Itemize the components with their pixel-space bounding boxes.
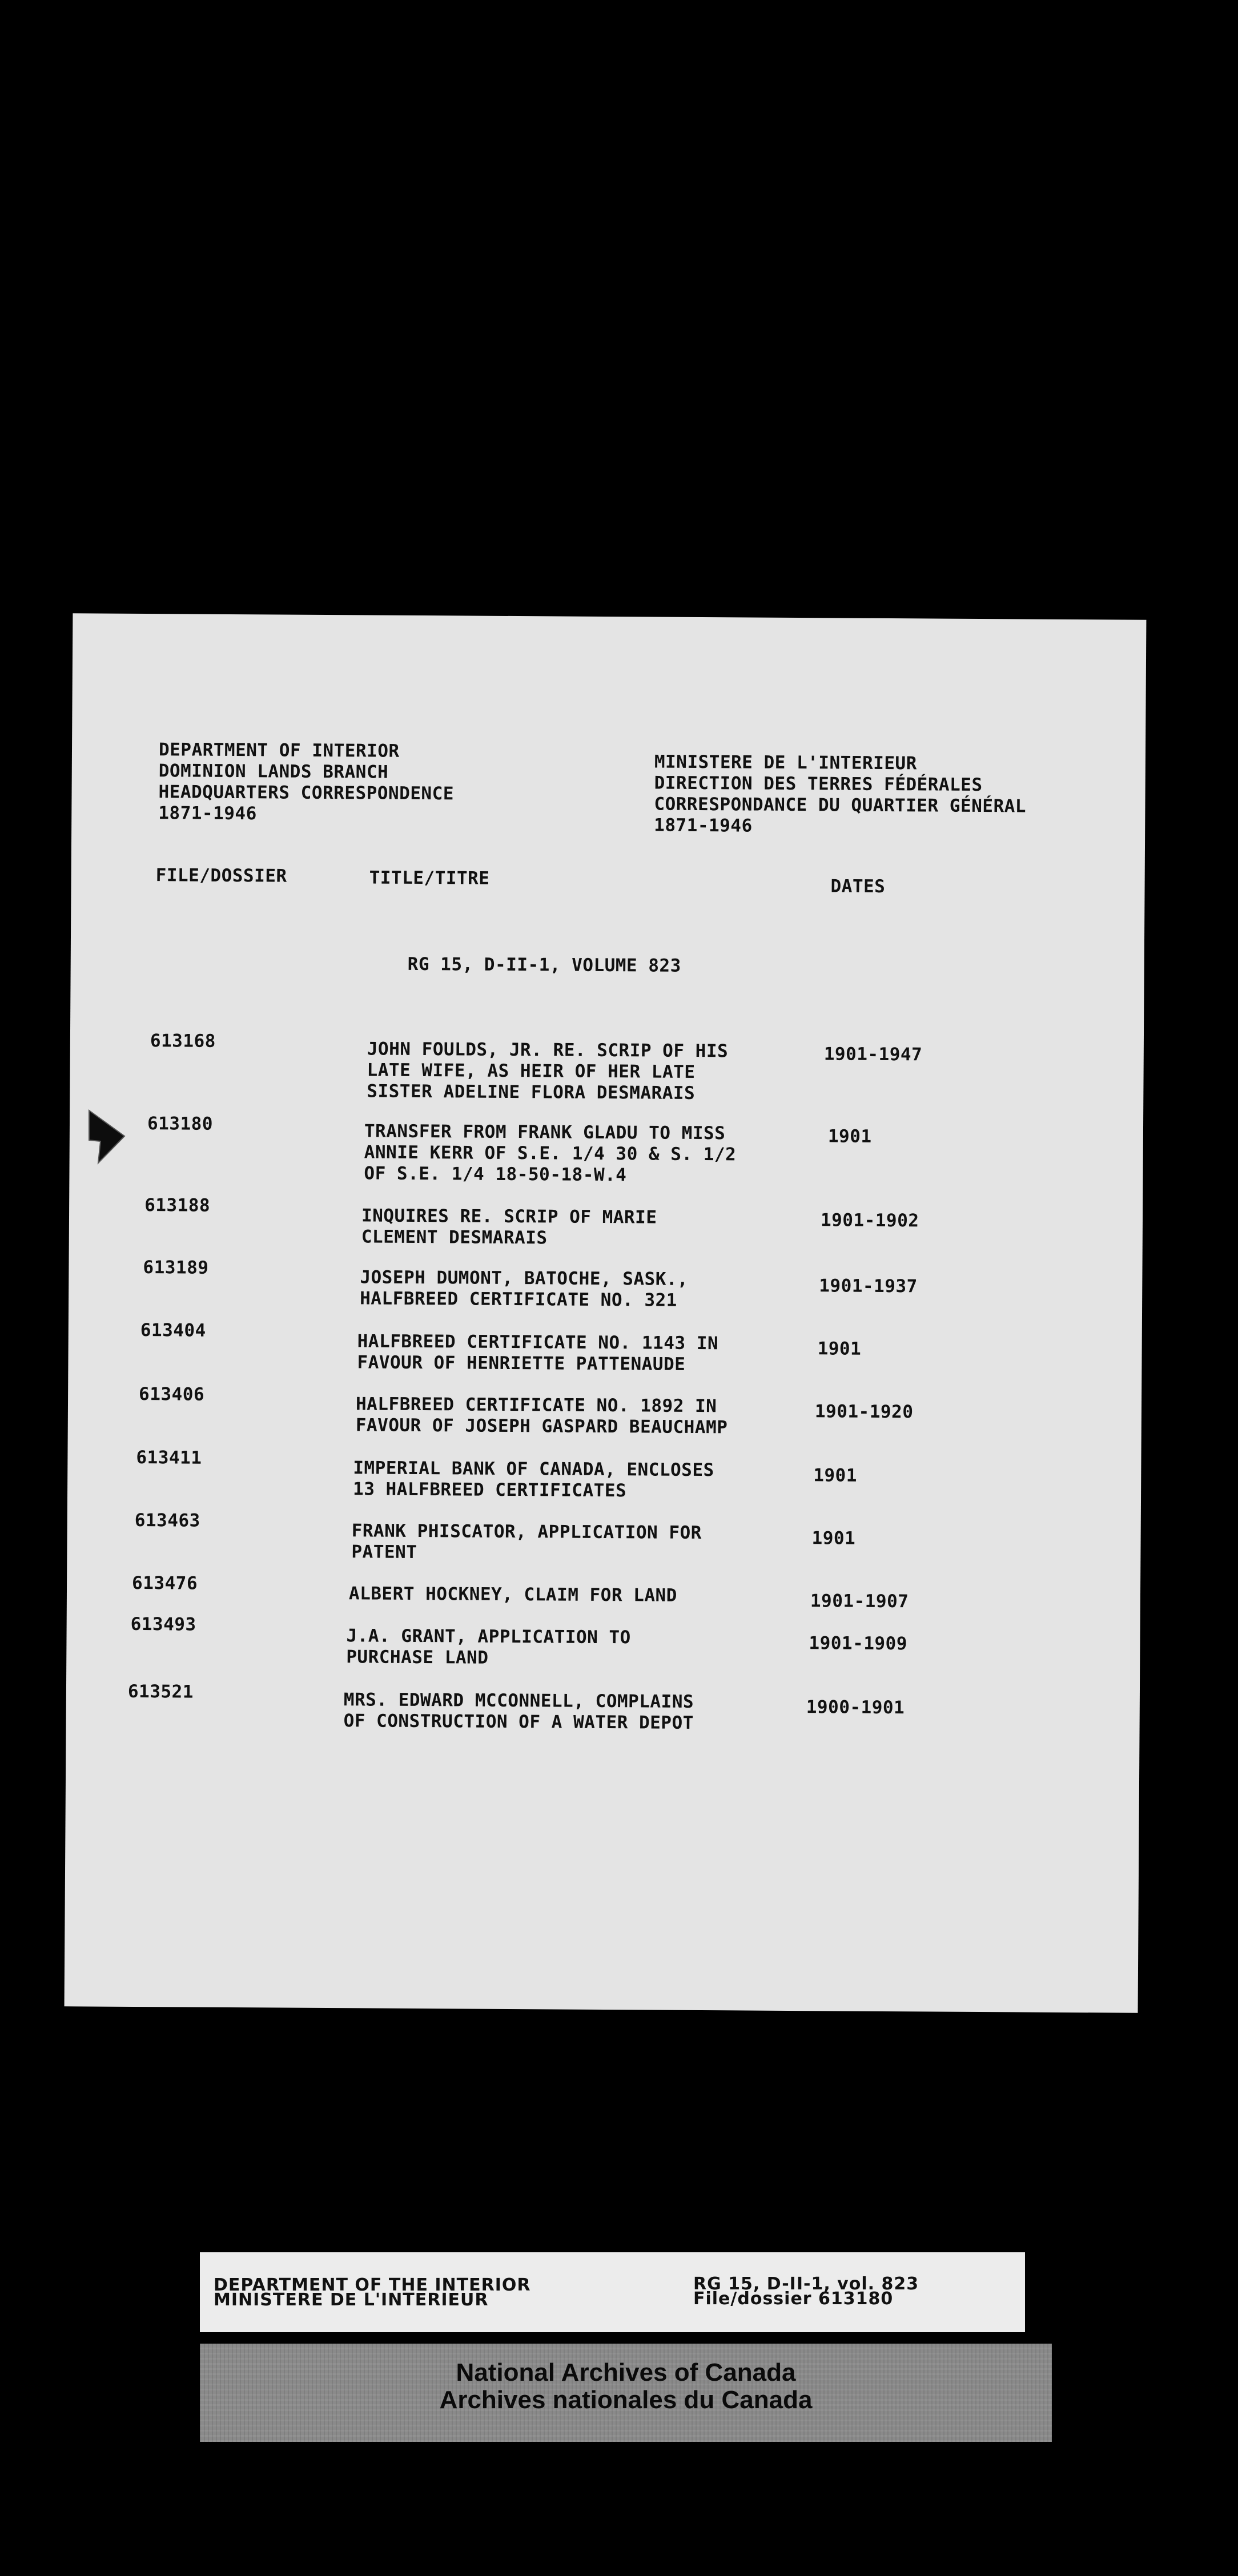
entry-title-line: PURCHASE LAND [346, 1647, 489, 1668]
entry-dates: 1901 [811, 1528, 856, 1549]
entry-dates: 1901-1907 [810, 1591, 909, 1612]
entry-title-line: OF CONSTRUCTION OF A WATER DEPOT [343, 1710, 694, 1733]
entry-title-line: LATE WIFE, AS HEIR OF HER LATE [367, 1060, 696, 1082]
entry-file: 613463 [134, 1510, 200, 1531]
entry-dates: 1901 [817, 1338, 862, 1359]
document-page [65, 613, 1147, 2012]
entry-dates: 1901 [827, 1126, 872, 1147]
entry-file: 613493 [130, 1613, 196, 1635]
label-left-line2: MINISTERE DE L'INTERIEUR [214, 2290, 489, 2310]
entry-title-line: FRANK PHISCATOR, APPLICATION FOR [351, 1520, 702, 1544]
header-right-line4: 1871-1946 [654, 815, 753, 836]
entry-title-line: HALFBREED CERTIFICATE NO. 1892 IN [355, 1394, 717, 1417]
entry-title-line: FAVOUR OF JOSEPH GASPARD BEAUCHAMP [355, 1415, 728, 1438]
entry-dates: 1901-1902 [820, 1210, 919, 1231]
entry-file: 613189 [143, 1257, 209, 1278]
archives-name-english: National Archives of Canada [456, 2358, 796, 2386]
entry-title-line: HALFBREED CERTIFICATE NO. 1143 IN [357, 1331, 719, 1354]
entry-title-line: JOHN FOULDS, JR. RE. SCRIP OF HIS [367, 1039, 729, 1062]
header-left-line1: DEPARTMENT OF INTERIOR [158, 739, 400, 762]
column-title-heading: TITLE/TITRE [369, 867, 490, 889]
header-right-line3: CORRESPONDANCE DU QUARTIER GÉNÉRAL [654, 794, 1027, 817]
entry-title-line: ANNIE KERR OF S.E. 1/4 30 & S. 1/2 [364, 1142, 737, 1165]
entry-dates: 1901-1909 [809, 1633, 908, 1655]
entry-dates: 1900-1901 [806, 1697, 905, 1718]
column-dates-heading: DATES [830, 876, 886, 897]
pointer-arrow-icon [86, 1105, 126, 1168]
entry-title-line: IMPERIAL BANK OF CANADA, ENCLOSES [353, 1458, 714, 1481]
entry-dates: 1901-1937 [819, 1275, 918, 1297]
entry-file: 613180 [147, 1113, 214, 1134]
entry-title-line: INQUIRES RE. SCRIP OF MARIE [361, 1205, 657, 1228]
entry-title-line: ALBERT HOCKNEY, CLAIM FOR LAND [348, 1583, 678, 1606]
label-right-line1: RG 15, D-II-1, vol. 823 [693, 2274, 919, 2294]
label-right-line2: File/dossier 613180 [693, 2289, 894, 2309]
entry-dates: 1901-1920 [814, 1401, 914, 1423]
archives-banner [200, 2344, 1052, 2442]
entry-title-line: HALFBREED CERTIFICATE NO. 321 [360, 1288, 677, 1311]
volume-heading: RG 15, D-II-1, VOLUME 823 [407, 953, 681, 976]
archives-name-french: Archives nationales du Canada [439, 2386, 813, 2414]
entry-title-line: J.A. GRANT, APPLICATION TO [346, 1625, 631, 1648]
header-left-line2: DOMINION LANDS BRANCH [158, 760, 389, 783]
entry-title-line: OF S.E. 1/4 18-50-18-W.4 [364, 1163, 627, 1186]
label-left-line1: DEPARTMENT OF THE INTERIOR [214, 2275, 531, 2295]
entry-title-line: MRS. EDWARD MCCONNELL, COMPLAINS [343, 1689, 694, 1712]
entry-file: 613188 [144, 1195, 211, 1216]
entry-file: 613406 [139, 1384, 205, 1405]
entry-title-line: CLEMENT DESMARAIS [361, 1226, 548, 1249]
entry-title-line: 13 HALFBREED CERTIFICATES [352, 1479, 627, 1502]
entry-title-line: JOSEPH DUMONT, BATOCHE, SASK., [360, 1267, 689, 1290]
entry-file: 613521 [127, 1681, 194, 1702]
header-left-line3: HEADQUARTERS CORRESPONDENCE [158, 782, 455, 804]
entry-title-line: SISTER ADELINE FLORA DESMARAIS [367, 1081, 696, 1104]
entry-title-line: TRANSFER FROM FRANK GLADU TO MISS [364, 1121, 726, 1144]
header-left-line4: 1871-1946 [158, 803, 257, 824]
entry-file: 613168 [150, 1031, 216, 1052]
column-file-heading: FILE/DOSSIER [155, 865, 287, 887]
reference-label-strip [200, 2252, 1025, 2332]
entry-title-line: FAVOUR OF HENRIETTE PATTENAUDE [357, 1352, 686, 1375]
entry-title-line: PATENT [351, 1541, 417, 1563]
entry-file: 613476 [131, 1572, 198, 1594]
entry-dates: 1901 [813, 1465, 858, 1486]
header-right-line1: MINISTERE DE L'INTERIEUR [654, 751, 917, 774]
entry-file: 613404 [140, 1320, 206, 1341]
entry-file: 613411 [136, 1447, 202, 1468]
entry-dates: 1901-1947 [823, 1044, 923, 1065]
header-right-line2: DIRECTION DES TERRES FÉDÉRALES [654, 772, 983, 796]
